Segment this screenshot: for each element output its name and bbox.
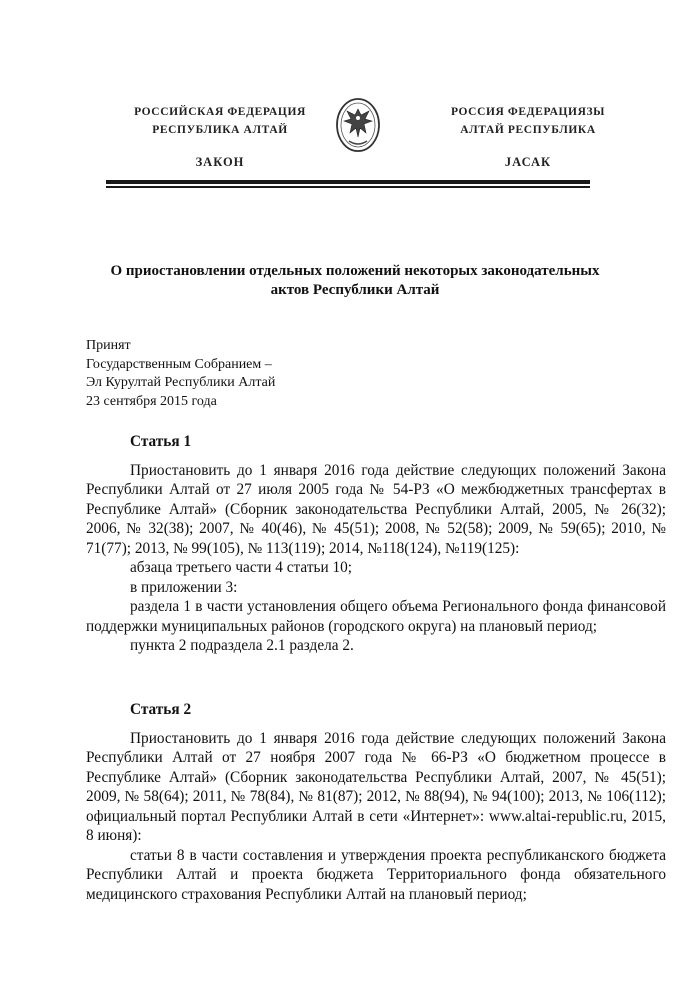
adoption-line2: Государственным Собранием – — [86, 356, 272, 372]
article-1-intro: Приостановить до 1 января 2016 года действие следующих положений Закона Республики Алтай от 27 июля 2005 года № 54-РЗ «О межбюджетных трансфертах в Республике Алтай» (Сборник законодательства Республики Алтай, 2005, № 26(32); 2006, № 32(38); 2007, № 40(46), № 45(51); 2008, № 52(58); 2009, № 59(65); 2010, № 71(77); 2013, № 99(105), № 113(119); 2014, №118(124), №119(125): — [86, 461, 666, 557]
header-divider-thick — [106, 180, 590, 184]
article-2 — [86, 700, 666, 904]
article-1-item-4: пункта 2 подраздела 2.1 раздела 2. — [130, 637, 354, 654]
law-title — [90, 262, 620, 300]
header-right-line1: РОССИЯ ФЕДЕРАЦИЯЗЫ — [450, 106, 606, 118]
adoption-date: 23 сентября 2015 года — [86, 393, 217, 409]
adoption-line1: Принят — [86, 338, 131, 353]
header-right-doc-type: JАСАК — [504, 155, 552, 169]
article-1-item-3: раздела 1 в части установления общего объема Регионального фонда финансовой поддержки муниципальных районов (городского округа) на плановый период; — [86, 598, 666, 635]
altai-republic-emblem-icon — [335, 97, 381, 153]
article-2-item-1: статьи 8 в части составления и утверждения проекта республиканского бюджета Республики Алтай и проекта бюджета Территориального фонда обязательного медицинского страхования Республики Алтай на плановый период; — [86, 846, 666, 903]
law-title-line2: актов Республики Алтай — [270, 282, 440, 298]
article-2-heading: Статья 2 — [130, 701, 192, 718]
adoption-line3: Эл Курултай Республики Алтай — [86, 375, 276, 390]
article-1-item-1: абзаца третьего части 4 статьи 10; — [130, 559, 353, 576]
header-left — [120, 103, 320, 171]
article-1 — [86, 432, 666, 656]
header-left-doc-type: ЗАКОН — [195, 155, 245, 169]
header-left-line2: РЕСПУБЛИКА АЛТАЙ — [152, 124, 288, 136]
law-title-line1: О приостановлении отдельных положений некоторых законодательных — [110, 263, 600, 279]
article-1-heading: Статья 1 — [130, 433, 192, 450]
header-divider-thin — [106, 186, 590, 188]
adoption-info — [86, 337, 275, 411]
header-right-line2: АЛТАЙ РЕСПУБЛИКА — [460, 124, 596, 136]
article-2-intro: Приостановить до 1 января 2016 года действие следующих положений Закона Республики Алтай от 27 ноября 2007 года № 66-РЗ «О бюджетном процессе в Республике Алтай» (Сборник законодательства Республики Алтай, 2007, № 45(51); 2009, № 58(64); 2011, № 78(84), № 81(87); 2012, № 88(94), № 94(100); 2013, № 106(112); официальный портал Республики Алтай в сети «Интернет»: www.altai-republic.ru, 2015, 8 июня): — [86, 729, 666, 844]
article-1-item-2: в приложении 3: — [130, 578, 238, 596]
header-left-line1: РОССИЙСКАЯ ФЕДЕРАЦИЯ — [134, 106, 306, 118]
header-right — [428, 103, 628, 171]
